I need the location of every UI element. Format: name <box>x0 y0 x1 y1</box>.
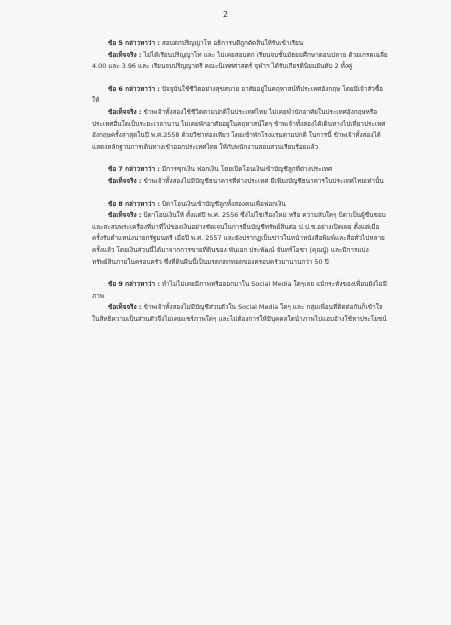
claim-label: ข้อ 8 กล่าวหาว่า : <box>108 199 160 208</box>
fact-text: ไม่ได้เรียนปริญญาโท และ ไม่เคยสอบตก เรียนจบชั้นมัธยมศึกษาตอนปลาย ด้วยเกรดเฉลี่ย 4.00 และ 3.96 และ เรียนจบปริญญาตรี คณะนิเทศศาสตร์ จุฬาฯ ได้รับเกียรตินิยมอันดับ 2 ทั้งคู่ <box>92 50 388 71</box>
claim-text: ทำไมไม่เคยมีภาพหรือออกมาใน Social Media ใดๆเลย แม้กระทั่งของเพื่อนยังไม่มีภาพ <box>92 280 387 300</box>
fact-label: ข้อเท็จจริง : <box>108 303 142 312</box>
claim-text: มีการซุกเงิน ฟอกเงิน โดยเปิดโอนเงินเข้าบัญชีลูกที่ต่างประเทศ <box>161 165 333 174</box>
claim-paragraph <box>92 279 388 302</box>
claim-text: สอบตกปริญญาโท อธิการบดีถูกตัดสินให้รับเข้าเรียน <box>161 39 304 47</box>
fact-label: ข้อเท็จจริง : <box>108 50 142 59</box>
page-number: 2 <box>222 10 229 19</box>
fact-paragraph <box>92 107 388 153</box>
claim-label: ข้อ 7 กล่าวหาว่า : <box>108 165 160 174</box>
claim-label: ข้อ 5 กล่าวหาว่า : <box>108 39 160 47</box>
fact-text: ข้าพเจ้าทั้งสองใช้ชีวิตตามปกติในประเทศไทย ไม่เคยพำนักอาศัยในประเทศอังกฤษหรือประเทศอื่นใดเป็นระยะเวลานาน ไม่เคยพักอาศัยอยู่ในคฤหาสน์ใดๆ ข้าพเจ้าทั้งสองได้เดินทางไปเที่ยวประเทศอังกฤษครั้งล่าสุดในปี พ.ศ.2558 ด้วยวีซ่าท่องเที่ยว โดยเข้าพักโรงแรมตามปกติ ในการนี้ ข้าพเจ้าทั้งสองได้แสดงหลักฐานการเดินทางเข้าออกประเทศไทย ให้กับพนักงานสอบสวนเรียบร้อยแล้ว <box>92 107 386 151</box>
fact-paragraph <box>92 50 388 73</box>
section-claim-8 <box>92 199 388 269</box>
section-claim-5 <box>92 38 388 73</box>
fact-label: ข้อเท็จจริง : <box>108 107 142 116</box>
document-body <box>92 38 388 336</box>
section-claim-7 <box>92 164 388 187</box>
claim-paragraph <box>92 38 388 50</box>
fact-text: บิดาโอนเงินให้ ตั้งแต่ปี พ.ศ. 2556 ซึ่งไม่ใช่เรื่องใหม่ หรือ ความลับใดๆ บิดาเป็นผู้ชื่นชอบและสะสมพระเครื่องที่มาที่ไปของเงินอย่างชัดเจนในการยื่นบัญชีทรัพย์สินต่อ ป.ป.ช.อย่างเปิดเผย ตั้งแต่เมื่อครั้งรับตำแหน่งนายกรัฐมนตรี เมื่อปี พ.ศ. 2557 และยังปรากฏเป็นข่าวในหน้าหนังสือพิมพ์และสื่อทั่วไปหลายครั้งแล้ว โดยเงินส่วนนี้ได้มาจากการขายที่ดินของ พันเอก ประพัฒน์ จันทร์โอชา (คุณปู่) และมีการแบ่งทรัพย์สินภายในครอบครัว ซึ่งที่ดินผืนนี้เป็นมรดกตกทอดของครอบครัวมานานกว่า 50 ปี <box>92 211 386 266</box>
fact-paragraph <box>92 302 388 325</box>
section-claim-6 <box>92 84 388 154</box>
claim-label: ข้อ 6 กล่าวหาว่า : <box>108 84 160 93</box>
claim-paragraph <box>92 84 388 107</box>
claim-label: ข้อ 9 กล่าวหาว่า : <box>108 280 160 289</box>
claim-paragraph <box>92 164 388 176</box>
fact-label: ข้อเท็จจริง : <box>108 211 142 220</box>
fact-label: ข้อเท็จจริง : <box>108 176 142 185</box>
fact-paragraph <box>92 210 388 268</box>
section-claim-9 <box>92 279 388 325</box>
claim-text: ปัจจุบันใช้ชีวิตอย่างสุขสบาย อาศัยอยู่ในคฤหาสน์ที่ประเทศอังกฤษ โดยมีเจ้าสัวซื้อให้ <box>92 84 384 105</box>
claim-paragraph <box>92 199 388 211</box>
fact-text: ข้าพเจ้าทั้งสองไม่มีบัญชีส่วนตัวใน Social Media ใดๆ และ กลุ่มเพื่อนที่ติดต่อกันก็เข้าใจในสิทธิความเป็นส่วนตัวจึงไม่เคยแชร์ภาพใดๆ และไม่ต้องการให้มีบุคคลใดนำภาพไปแอบอ้างใช้หาประโยชน์ <box>92 303 387 323</box>
fact-paragraph <box>92 176 388 188</box>
fact-text: ข้าพเจ้าทั้งสองไม่มีบัญชีธนาคารที่ต่างประเทศ มีเพียงบัญชีธนาคารในประเทศไทยเท่านั้น <box>143 176 384 185</box>
claim-text: บิดาโอนเงินเข้าบัญชีลูกทั้งสองคนเพื่อฟอกเงิน <box>161 199 286 208</box>
